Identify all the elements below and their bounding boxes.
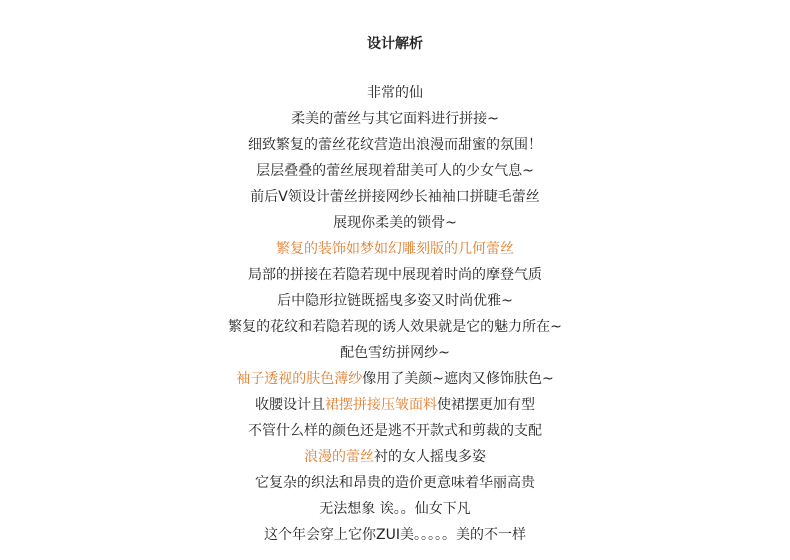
line-text: 层层叠叠的蕾丝展现着甜美可人的少女气息~ [256,163,534,179]
line-text: 展现你柔美的锁骨~ [333,215,457,231]
description-line [0,80,790,106]
line-text: 前后V领设计蕾丝拼接网纱长袖袖口拼睫毛蕾丝 [250,189,540,205]
line-text: 柔美的蕾丝与其它面料进行拼接~ [291,111,499,127]
line-text: 非常的仙 [367,85,423,101]
description-line [0,496,790,522]
description-line [0,444,790,470]
description-line [0,132,790,158]
line-text: 配色雪纺拼网纱~ [340,345,450,361]
line-text: 使裙摆更加有型 [437,397,535,413]
line-text: 这个年会穿上它你ZUI美。。。。。美的不一样 [264,527,526,543]
description-line [0,314,790,340]
description-line [0,340,790,366]
description-line [0,418,790,444]
description-line [0,210,790,236]
description-line [0,392,790,418]
highlighted-text: 裙摆拼接压皱面料 [325,397,437,413]
line-text: 不管什么样的颜色还是逃不开款式和剪裁的支配 [248,423,542,439]
description-line [0,366,790,392]
description-line [0,184,790,210]
description-line [0,236,790,262]
description-body [0,80,790,548]
page-title: 设计解析 [367,36,423,52]
description-line [0,262,790,288]
line-text: 它复杂的织法和昂贵的造价更意味着华丽高贵 [255,475,535,491]
description-line [0,288,790,314]
line-text: 后中隐形拉链既摇曳多姿又时尚优雅~ [277,293,513,309]
line-text: 无法想象 诶。。仙女下凡 [319,501,471,517]
line-text: 衬的女人摇曳多姿 [374,449,486,465]
highlighted-text: 浪漫的蕾丝 [304,449,374,465]
line-text: 收腰设计且 [255,397,325,413]
description-line [0,470,790,496]
line-text: 像用了美颜~遮肉又修饰肤色~ [362,371,554,387]
description-line [0,106,790,132]
description-line [0,522,790,548]
highlighted-text: 袖子透视的肤色薄纱 [236,371,363,387]
description-line [0,158,790,184]
line-text: 繁复的花纹和若隐若现的诱人效果就是它的魅力所在~ [228,319,562,335]
highlighted-text: 繁复的装饰如梦如幻雕刻版的几何蕾丝 [276,241,514,257]
line-text: 细致繁复的蕾丝花纹营造出浪漫而甜蜜的氛围！ [248,137,542,153]
line-text: 局部的拼接在若隐若现中展现着时尚的摩登气质 [248,267,542,283]
